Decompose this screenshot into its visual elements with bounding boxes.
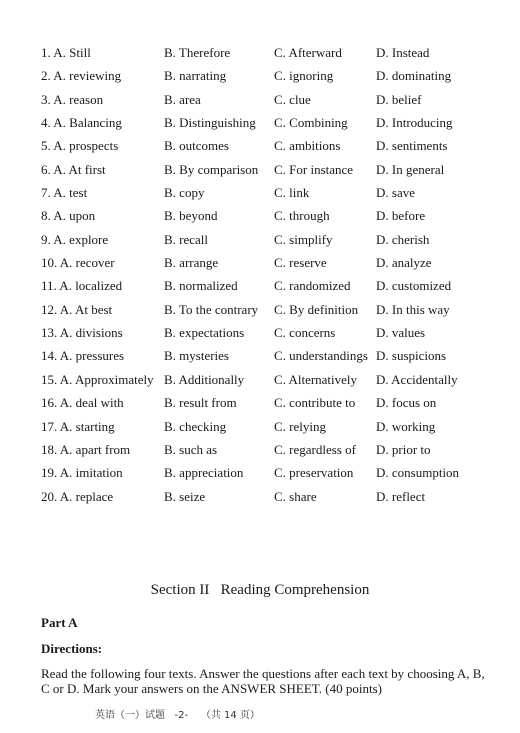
option-a: 12. A. At best bbox=[41, 301, 113, 317]
option-a: 2. A. reviewing bbox=[41, 68, 122, 84]
option-a: 13. A. divisions bbox=[41, 325, 123, 341]
option-a: 9. A. explore bbox=[41, 231, 109, 247]
question-row bbox=[41, 41, 481, 64]
option-d: D. In this way bbox=[376, 301, 450, 317]
option-c: C. share bbox=[274, 488, 317, 504]
option-b: B. mysteries bbox=[164, 348, 229, 364]
option-b: B. result from bbox=[164, 395, 237, 411]
option-b: B. By comparison bbox=[164, 161, 259, 177]
option-c: C. understandings bbox=[274, 348, 368, 364]
question-row bbox=[41, 321, 481, 344]
option-c: C. link bbox=[274, 185, 310, 201]
option-d: D. suspicions bbox=[376, 348, 447, 364]
option-c: C. ignoring bbox=[274, 68, 334, 84]
option-d: D. working bbox=[376, 418, 436, 434]
option-d: D. reflect bbox=[376, 488, 426, 504]
directions-label: Directions: bbox=[41, 641, 103, 656]
option-a: 18. A. apart from bbox=[41, 441, 131, 457]
page-footer: 英语（一）试题 -2- （共 14 页） bbox=[95, 710, 260, 721]
option-b: B. Therefore bbox=[164, 45, 231, 60]
option-a: 8. A. upon bbox=[41, 208, 96, 224]
question-row bbox=[41, 88, 481, 111]
option-b: B. copy bbox=[164, 185, 205, 201]
option-d: D. before bbox=[376, 208, 426, 224]
option-c: C. Alternatively bbox=[274, 371, 358, 387]
option-b: B. seize bbox=[164, 488, 206, 504]
option-d: D. save bbox=[376, 185, 415, 201]
option-a: 16. A. deal with bbox=[41, 395, 124, 411]
part-heading: Part A bbox=[41, 615, 78, 630]
option-b: B. normalized bbox=[164, 278, 238, 294]
question-row bbox=[41, 461, 481, 484]
option-c: C. preservation bbox=[274, 465, 354, 481]
option-b: B. beyond bbox=[164, 208, 218, 224]
option-c: C. clue bbox=[274, 91, 311, 107]
option-c: C. By definition bbox=[274, 301, 359, 317]
option-a: 6. A. At first bbox=[41, 161, 106, 177]
question-row bbox=[41, 228, 481, 251]
option-a: 11. A. localized bbox=[41, 278, 123, 294]
question-row bbox=[41, 64, 481, 87]
option-a: 19. A. imitation bbox=[41, 465, 123, 481]
option-a: 20. A. replace bbox=[41, 488, 114, 504]
option-d: D. Introducing bbox=[376, 115, 453, 131]
option-c: C. regardless of bbox=[274, 441, 356, 457]
option-d: D. prior to bbox=[376, 441, 431, 457]
option-a: 3. A. reason bbox=[41, 91, 104, 107]
question-row bbox=[41, 158, 481, 181]
cloze-options-table bbox=[41, 41, 481, 508]
option-d: D. analyze bbox=[376, 255, 432, 271]
question-row bbox=[41, 204, 481, 227]
section-title: Section II Reading Comprehension bbox=[150, 582, 370, 598]
option-a: 15. A. Approximately bbox=[41, 371, 154, 387]
question-row bbox=[41, 344, 481, 367]
option-b: B. Distinguishing bbox=[164, 115, 256, 131]
question-row bbox=[41, 251, 481, 274]
question-row bbox=[41, 368, 481, 391]
option-d: D. dominating bbox=[376, 68, 452, 84]
option-c: C. concerns bbox=[274, 325, 336, 341]
question-row bbox=[41, 298, 481, 321]
option-b: B. outcomes bbox=[164, 138, 229, 154]
option-b: B. recall bbox=[164, 231, 209, 247]
option-a: 1. A. Still bbox=[41, 45, 91, 60]
question-row bbox=[41, 485, 481, 508]
option-d: D. consumption bbox=[376, 465, 460, 481]
directions-text: Read the following four texts. Answer the questions after each text by choosing A, B, C or D. Mark your answers on the ANSWER SHEET. (40 points) bbox=[41, 666, 485, 696]
option-c: C. ambitions bbox=[274, 138, 341, 154]
option-d: D. belief bbox=[376, 91, 422, 107]
option-d: D. focus on bbox=[376, 395, 437, 411]
option-c: C. randomized bbox=[274, 278, 351, 294]
option-c: C. relying bbox=[274, 418, 326, 434]
option-d: D. Accidentally bbox=[376, 371, 458, 387]
option-a: 10. A. recover bbox=[41, 255, 115, 271]
option-d: D. values bbox=[376, 325, 426, 341]
option-c: C. Afterward bbox=[274, 45, 342, 60]
option-c: C. contribute to bbox=[274, 395, 356, 411]
option-b: B. appreciation bbox=[164, 465, 244, 481]
option-c: C. simplify bbox=[274, 231, 333, 247]
option-a: 5. A. prospects bbox=[41, 138, 119, 154]
question-row bbox=[41, 391, 481, 414]
option-c: C. through bbox=[274, 208, 330, 224]
option-c: C. reserve bbox=[274, 255, 327, 271]
question-row bbox=[41, 415, 481, 438]
option-a: 7. A. test bbox=[41, 185, 88, 201]
option-a: 4. A. Balancing bbox=[41, 115, 122, 131]
option-d: D. In general bbox=[376, 161, 445, 177]
option-b: B. Additionally bbox=[164, 371, 245, 387]
option-c: C. Combining bbox=[274, 115, 348, 131]
option-b: B. expectations bbox=[164, 325, 245, 341]
option-d: D. customized bbox=[376, 278, 452, 294]
question-row bbox=[41, 134, 481, 157]
option-a: 14. A. pressures bbox=[41, 348, 125, 364]
option-d: D. sentiments bbox=[376, 138, 448, 154]
question-row bbox=[41, 438, 481, 461]
option-b: B. such as bbox=[164, 441, 218, 457]
option-b: B. area bbox=[164, 91, 201, 107]
option-a: 17. A. starting bbox=[41, 418, 115, 434]
option-d: D. Instead bbox=[376, 45, 430, 60]
option-d: D. cherish bbox=[376, 231, 430, 247]
option-b: B. narrating bbox=[164, 68, 227, 84]
option-b: B. arrange bbox=[164, 255, 219, 271]
option-b: B. checking bbox=[164, 418, 227, 434]
option-c: C. For instance bbox=[274, 161, 354, 177]
question-row bbox=[41, 181, 481, 204]
option-b: B. To the contrary bbox=[164, 301, 259, 317]
question-row bbox=[41, 111, 481, 134]
question-row bbox=[41, 274, 481, 297]
